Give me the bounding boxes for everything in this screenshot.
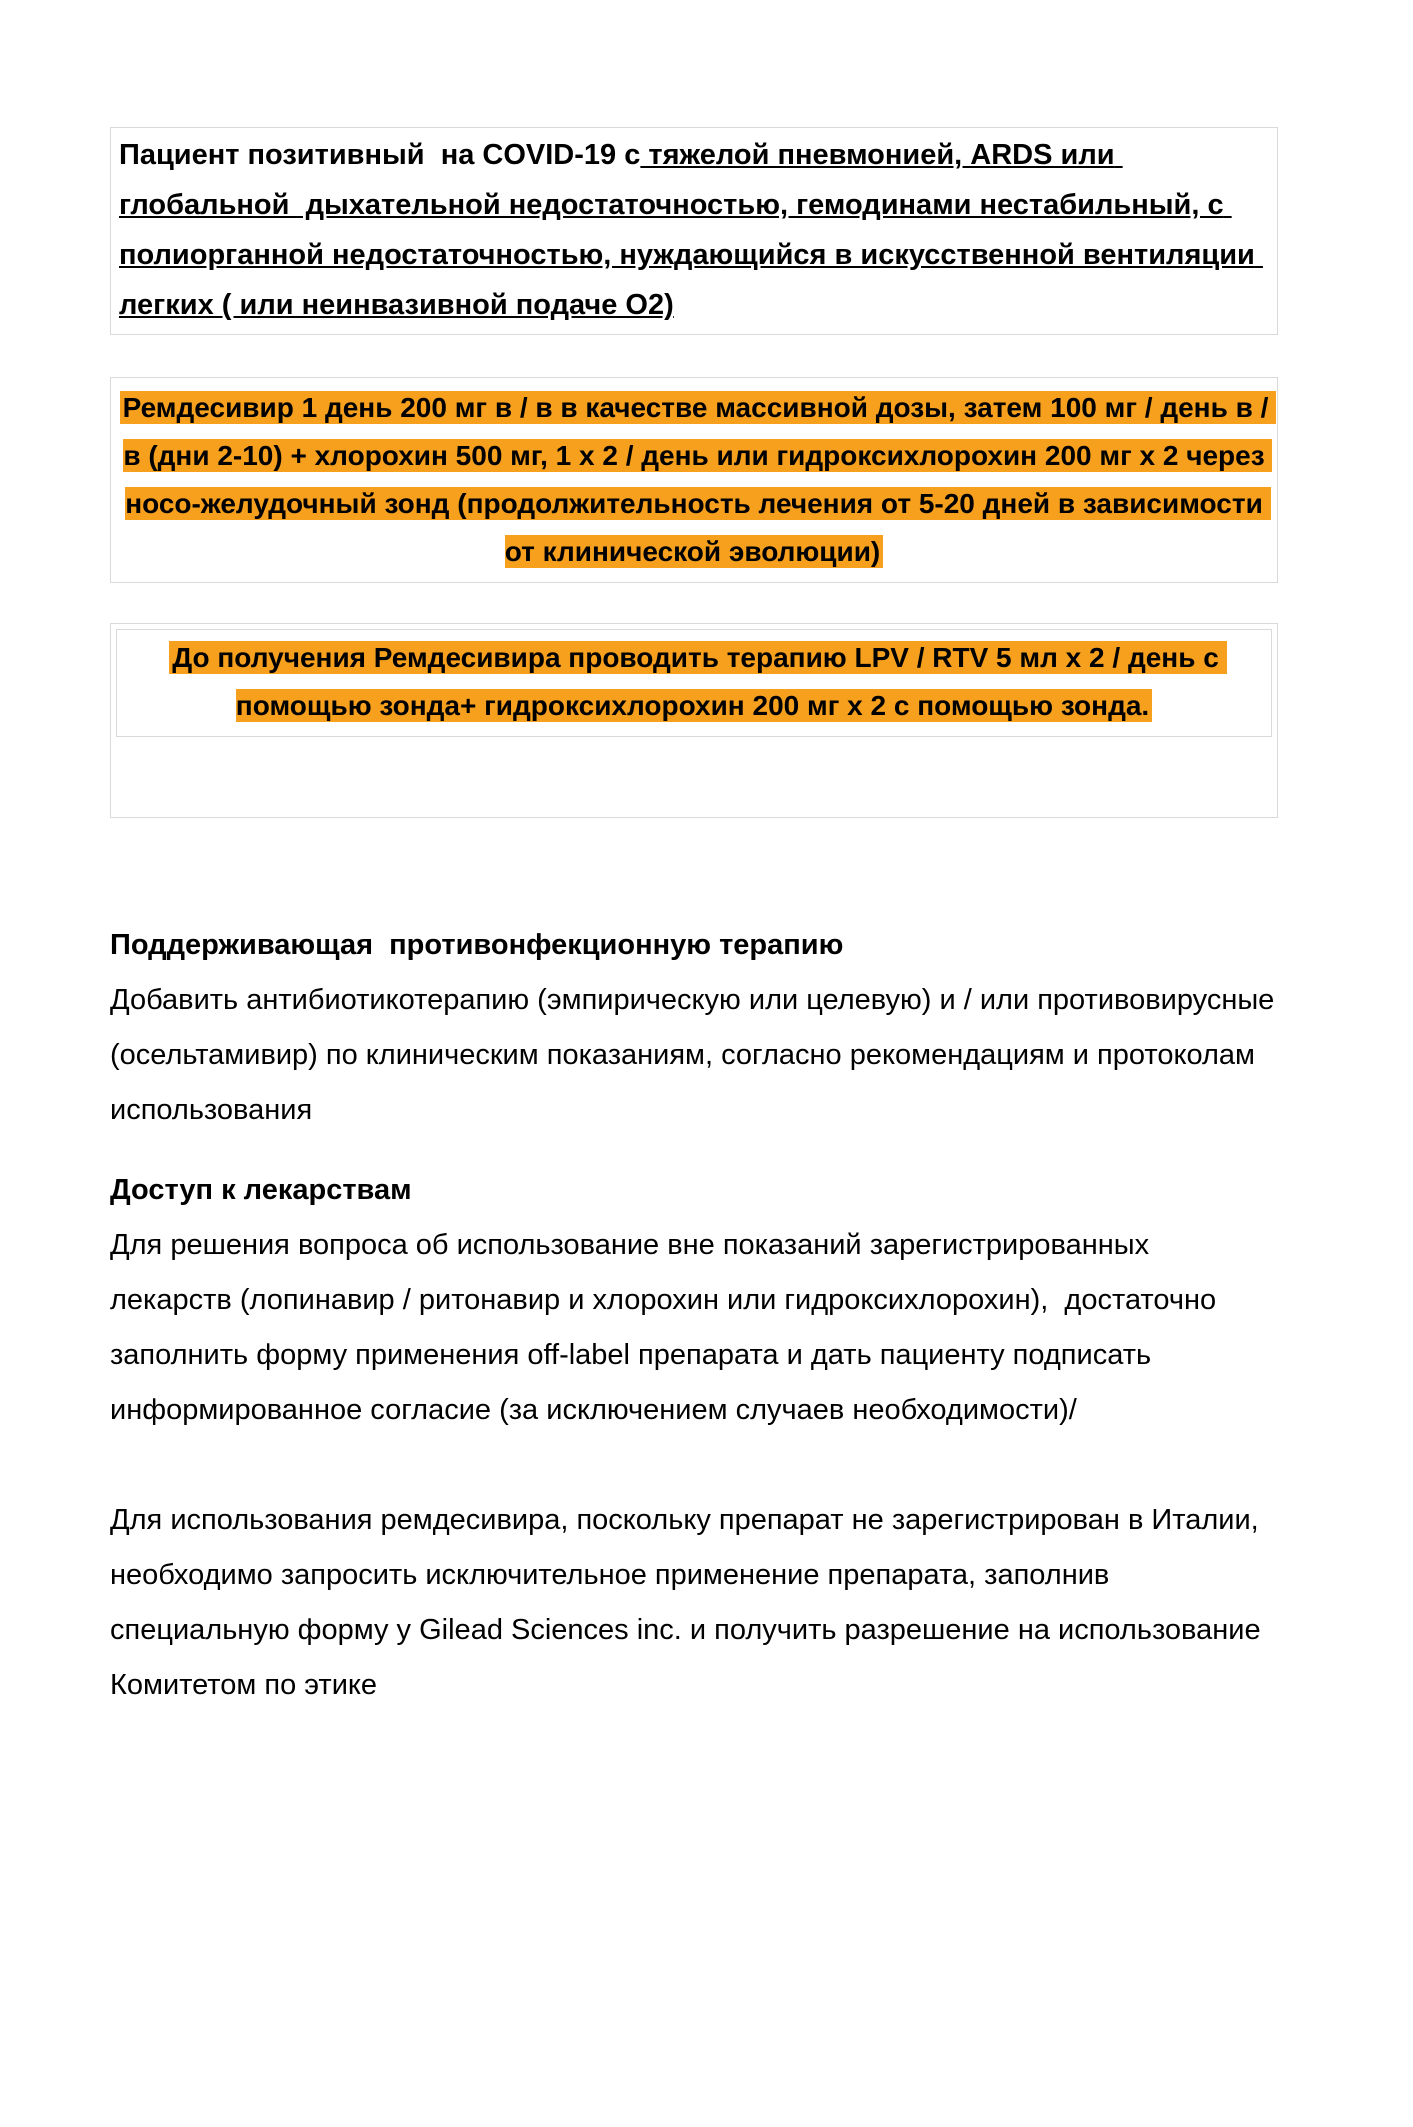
pre-remdesivir-therapy-outer-box <box>110 623 1278 818</box>
supportive-therapy-paragraph: Добавить антибиотикотерапию (эмпирическую или целевую) и / или противовирусные (осельтамивир) по клиническим показаниям, согласно рекомендациям и протоколам использования <box>110 984 1283 1126</box>
drug-access-paragraph-2: Для использования ремдесивира, поскольку препарат не зарегистрирован в Италии, необходимо запросить исключительное применение препарата, заполнив специальную форму у Gilead Sciences inc. и получить разрешение на использование Комитетом по этике <box>110 1504 1269 1701</box>
remdesivir-dosage-box <box>110 377 1278 583</box>
patient-criteria-box <box>110 127 1278 335</box>
document-content-column <box>110 127 1283 1713</box>
drug-access-paragraph-1: Для решения вопроса об использование вне показаний зарегистрированных лекарств (лопинавир / ритонавир и хлорохин или гидроксихлорохин), достаточно заполнить форму применения off-label препарата и дать пациенту подписать информированное согласие (за исключением случаев необходимости)/ <box>110 1229 1225 1426</box>
drug-access-heading: Доступ к лекарствам <box>110 1174 412 1206</box>
patient-criteria-underlined-text: тяжелой пневмонией, ARDS или глобальной дыхательной недостаточностью, гемодинами нестабильный, с полиорганной недостаточностью, нуждающийся в искусственной вентиляции легких ( или неинвазивной подаче О2) <box>119 139 1263 321</box>
document-page <box>0 127 1413 1713</box>
pre-remdesivir-therapy-highlighted-text: До получения Ремдесивира проводить терапию LPV / RTV 5 мл х 2 / день с помощью зонда+ гидроксихлорохин 200 мг х 2 с помощью зонда. <box>169 641 1226 722</box>
pre-remdesivir-therapy-inner-box <box>116 629 1272 737</box>
supportive-therapy-heading: Поддерживающая противонфекционную терапию <box>110 929 844 961</box>
remdesivir-dosage-highlighted-text: Ремдесивир 1 день 200 мг в / в в качестве массивной дозы, затем 100 мг / день в / в (дни 2-10) + хлорохин 500 мг, 1 х 2 / день или гидроксихлорохин 200 мг х 2 через носо-желудочный зонд (продолжительность лечения от 5-20 дней в зависимости от клинической эволюции) <box>120 391 1277 568</box>
patient-criteria-prefix: Пациент позитивный на COVID-19 с <box>119 139 641 171</box>
